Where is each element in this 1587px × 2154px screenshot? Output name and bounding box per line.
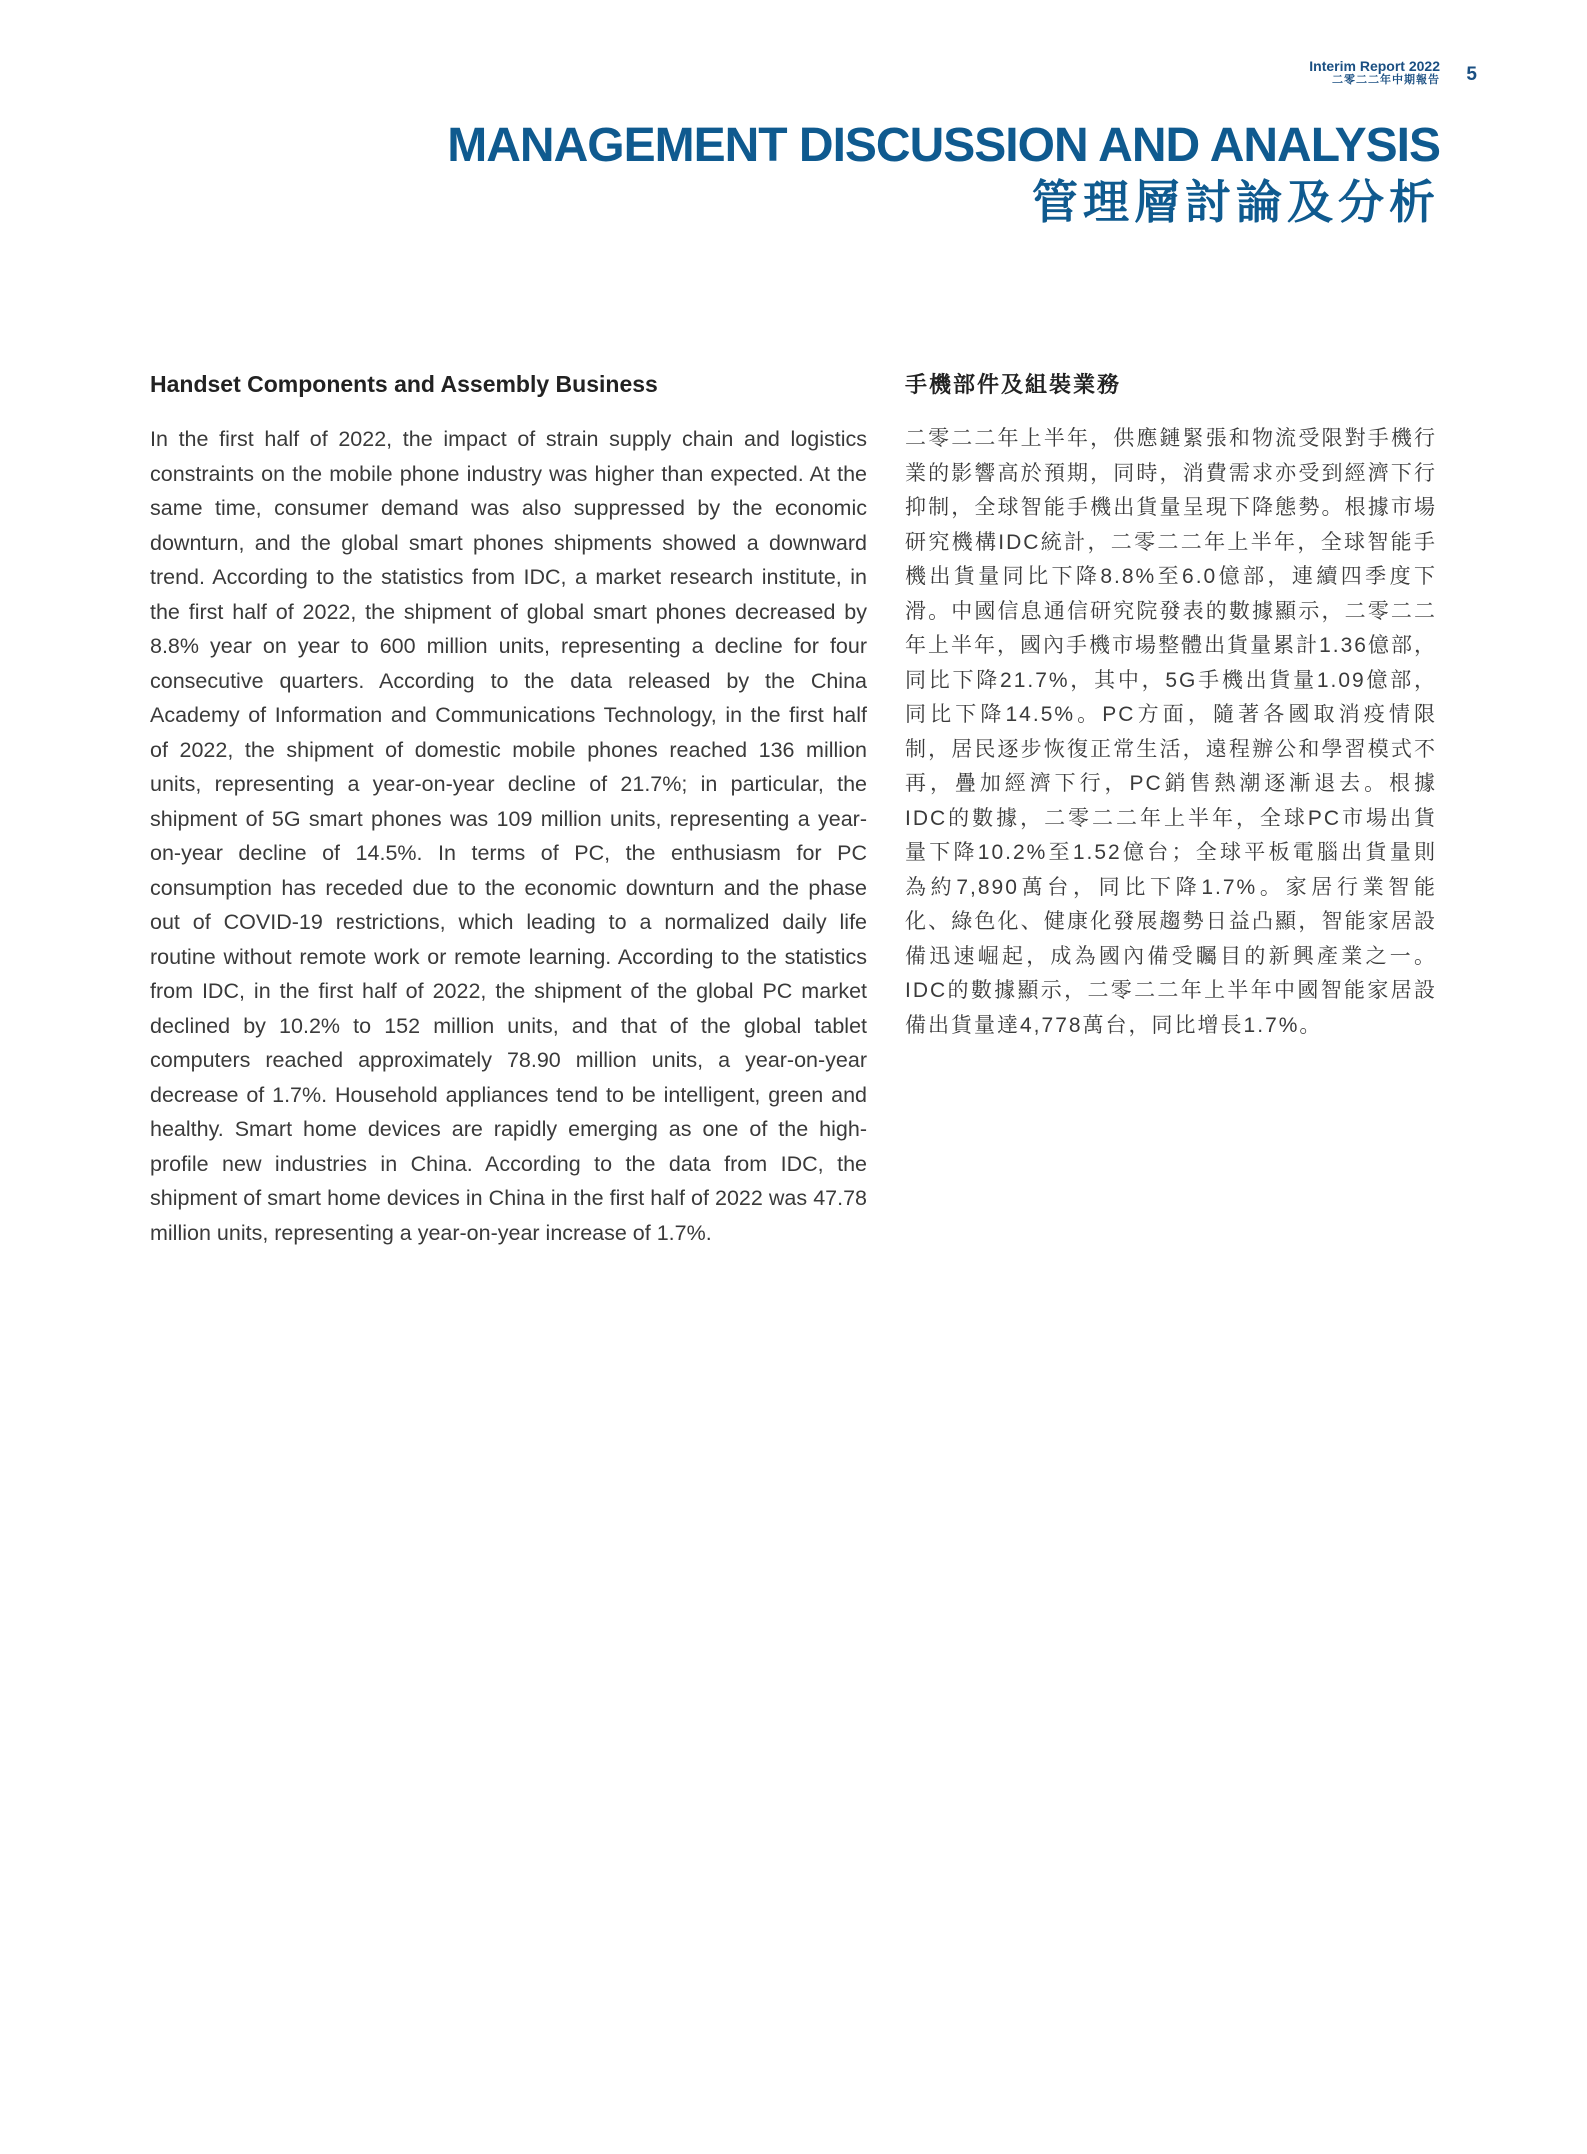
- section-title-chinese: 管理層討論及分析: [1032, 176, 1440, 229]
- section-title-english: MANAGEMENT DISCUSSION AND ANALYSIS: [447, 119, 1440, 172]
- chinese-column: [905, 368, 1437, 1043]
- english-paragraph: In the first half of 2022, the impact of strain supply chain and logistics constraints on the mobile phone industry was higher than expected. At the same time, consumer demand was also suppressed by the economic downturn, and the global smart phones shipments showed a downward trend. According to the statistics from IDC, a market research institute, in the first half of 2022, the shipment of global smart phones decreased by 8.8% year on year to 600 million units, representing a decline for four consecutive quarters. According to the data released by the China Academy of Information and Communications Technology, in the first half of 2022, the shipment of domestic mobile phones reached 136 million units, representing a year-on-year decline of 21.7%; in particular, the shipment of 5G smart phones was 109 million units, representing a year-on-year decline of 14.5%. In terms of PC, the enthusiasm for PC consumption has receded due to the economic downturn and the phase out of COVID-19 restrictions, which leading to a normalized daily life routine without remote work or remote learning. According to the statistics from IDC, in the first half of 2022, the shipment of the global PC market declined by 10.2% to 152 million units, and that of the global tablet computers reached approximately 78.90 million units, a year-on-year decrease of 1.7%. Household appliances tend to be intelligent, green and healthy. Smart home devices are rapidly emerging as one of the high-profile new industries in China. According to the data from IDC, the shipment of smart home devices in China in the first half of 2022 was 47.78 million units, representing a year-on-year increase of 1.7%.: [150, 427, 867, 1245]
- chinese-paragraph: 二零二二年上半年，供應鏈緊張和物流受限對手機行業的影響高於預期，同時，消費需求亦受到經濟下行抑制，全球智能手機出貨量呈現下降態勢。根據市場研究機構IDC統計，二零二二年上半年，全球智能手機出貨量同比下降8.8%至6.0億部，連續四季度下滑。中國信息通信研究院發表的數據顯示，二零二二年上半年，國內手機市場整體出貨量累計1.36億部，同比下降21.7%，其中，5G手機出貨量1.09億部，同比下降14.5%。PC方面，隨著各國取消疫情限制，居民逐步恢復正常生活，遠程辦公和學習模式不再，疊加經濟下行，PC銷售熱潮逐漸退去。根據IDC的數據，二零二二年上半年，全球PC市場出貨量下降10.2%至1.52億台；全球平板電腦出貨量則為約7,890萬台，同比下降1.7%。家居行業智能化、綠色化、健康化發展趨勢日益凸顯，智能家居設備迅速崛起，成為國內備受矚目的新興產業之一。IDC的數據顯示，二零二二年上半年中國智能家居設備出貨量達4,778萬台，同比增長1.7%。: [905, 427, 1437, 1037]
- english-column: [150, 368, 867, 1250]
- section-title: [447, 118, 1440, 230]
- report-title: Interim Report 2022: [1309, 58, 1440, 74]
- chinese-heading: 手機部件及組裝業務: [905, 372, 1122, 397]
- english-heading: Handset Components and Assembly Business: [150, 371, 658, 397]
- report-title-chinese: 二零二二年中期報告: [1332, 74, 1440, 87]
- report-header: [1309, 58, 1440, 87]
- page-number: 5: [1466, 64, 1477, 85]
